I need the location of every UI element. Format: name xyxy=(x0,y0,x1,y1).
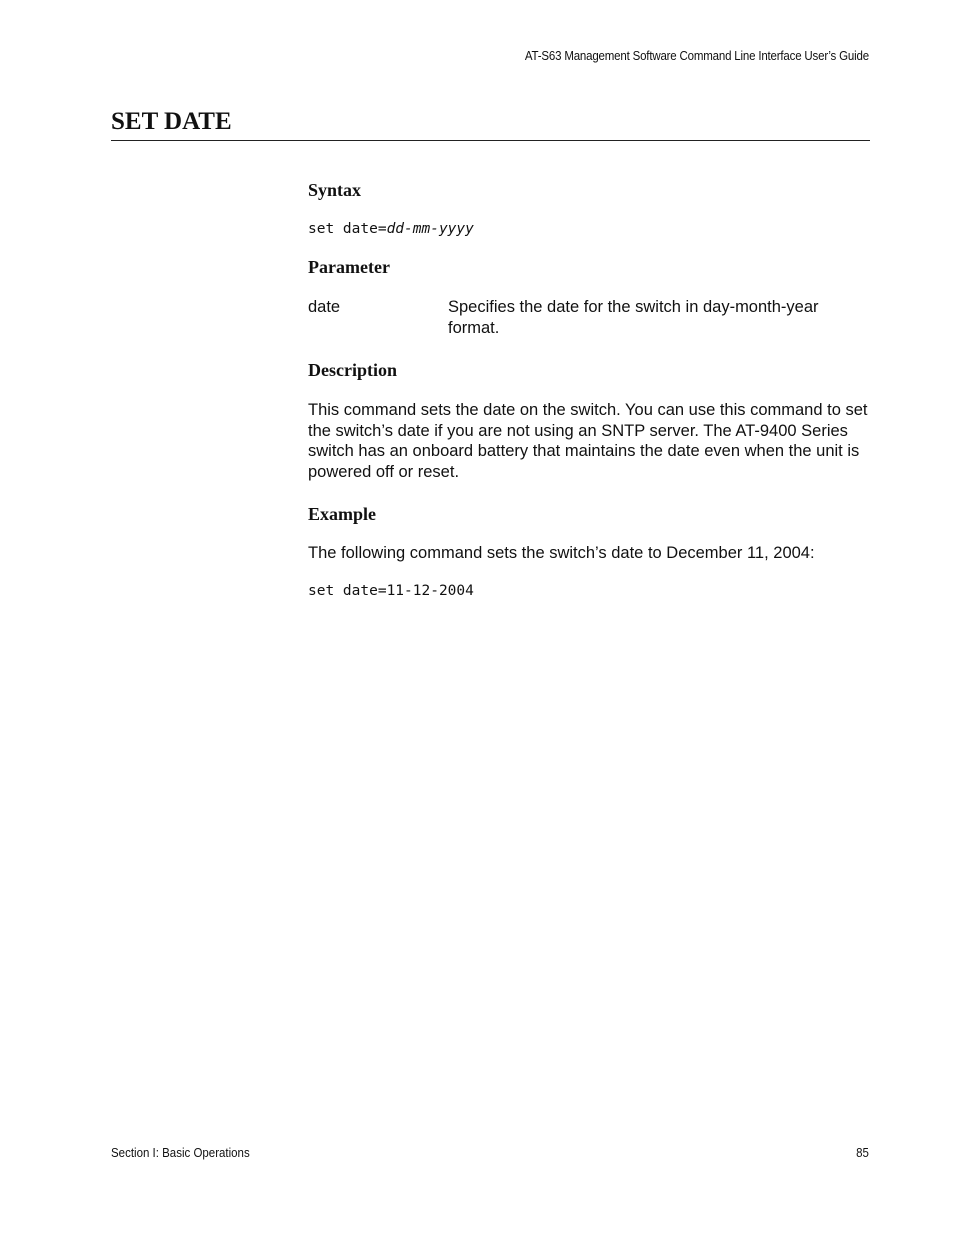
parameter-description: Specifies the date for the switch in day-month-year format. xyxy=(448,298,819,337)
description-heading: Description xyxy=(308,360,397,380)
parameter-heading: Parameter xyxy=(308,257,390,277)
example-heading: Example xyxy=(308,504,377,524)
running-header: AT-S63 Management Software Command Line Interface User’s Guide xyxy=(525,49,869,63)
syntax-command xyxy=(308,219,474,239)
parameter-name: date xyxy=(308,298,341,316)
footer-page-number: 85 xyxy=(856,1146,869,1160)
syntax-command-argument: dd-mm-yyyy xyxy=(386,221,474,237)
footer-section: Section I: Basic Operations xyxy=(111,1146,250,1160)
description-text: This command sets the date on the switch. You can use this command to set the switch’s date if you are not using an SNTP server. The AT-9400 Series switch has an onboard battery that maintains the date even when the unit is powered off or reset. xyxy=(308,401,868,481)
syntax-command-prefix: set date= xyxy=(308,221,387,237)
syntax-heading: Syntax xyxy=(308,180,362,200)
page-title: SET DATE xyxy=(111,108,232,135)
example-intro: The following command sets the switch’s date to December 11, 2004: xyxy=(308,544,815,562)
title-divider xyxy=(111,140,870,141)
example-command: set date=11-12-2004 xyxy=(308,583,474,599)
